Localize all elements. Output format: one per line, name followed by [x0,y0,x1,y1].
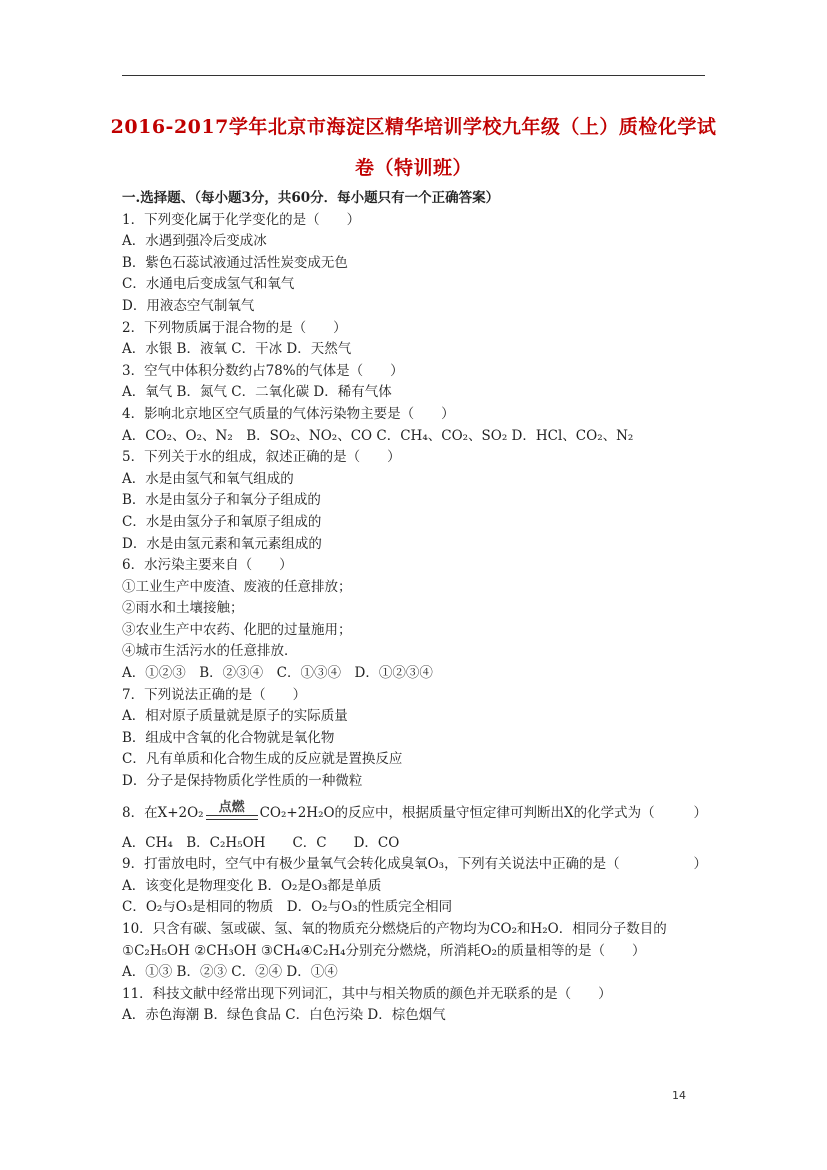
text-line: ①C₂H₅OH ②CH₃OH ③CH₄④C₂H₄分别充分燃烧，所消耗O₂的质量相等的是（ ） [122,942,646,959]
text-line: ④城市生活污水的任意排放． [122,643,298,660]
q9-text: 9．打雷放电时，空气中有极少量氧气会转化成臭氧O₃，下列有关说法中正确的是（ [122,856,620,873]
reaction-condition: 点燃 [218,799,245,815]
text-line: ③农业生产中农药、化肥的过量施用； [122,621,352,638]
text-line: C．凡有单质和化合物生成的反应就是置换反应 [122,751,403,768]
text-line: 1．下列变化属于化学变化的是（ ） [122,211,361,228]
text-line: A．①②③ B．②③④ C．①③④ D．①②③④ [122,665,433,682]
question-block-1-7 [122,210,707,793]
text-line: 6．水污染主要来自（ ） [122,557,293,574]
text-line: B．组成中含氧的化合物就是氧化物 [122,729,335,746]
q9-close-paren: ） [693,856,707,873]
text-line: C．水通电后变成氢气和氧气 [122,276,295,293]
text-line: A．CO₂、O₂、N₂ B．SO₂、NO₂、CO C．CH₄、CO₂、SO₂ D．HCl、CO₂、N₂ [122,427,634,444]
text-line: 2．下列物质属于混合物的是（ ） [122,319,347,336]
text-line: 5．下列关于水的组成，叙述正确的是（ ） [122,449,401,466]
text-line: D．水是由氢元素和氧元素组成的 [122,535,322,552]
section-heading: 一.选择题、（每小题3分，共60分．每小题只有一个正确答案） [122,190,500,206]
question-8 [122,793,707,833]
q8-text-after: CO₂+2H₂O的反应中，根据质量守恒定律可判断出X的化学式为（ [259,804,655,821]
text-line: A．相对原子质量就是原子的实际质量 [122,708,348,725]
text-line: D．分子是保持物质化学性质的一种微粒 [122,773,363,790]
q8-close-paren: ） [693,804,707,821]
double-line-icon [206,815,258,820]
text-line: 7．下列说法正确的是（ ） [122,686,307,703]
text-line: A．水是由氢气和氧气组成的 [122,470,294,487]
page-title-continued: 卷（特训班） [354,157,472,179]
q8-equation [122,799,655,833]
text-line: D．用液态空气制氧气 [122,297,255,314]
text-line: C．水是由氢分子和氧原子组成的 [122,513,322,530]
header-rule [122,75,705,76]
page-number: 14 [672,1089,686,1102]
text-line: A．水遇到强冷后变成冰 [122,233,267,250]
page-title: 2016-2017学年北京市海淀区精华培训学校九年级（上）质检化学试 [110,116,717,138]
reaction-arrow [206,801,258,820]
text-line: A．该变化是物理变化 B．O₂是O₃都是单质 [122,877,382,894]
text-line: 11．科技文献中经常出现下列词汇，其中与相关物质的颜色并无联系的是（ ） [122,985,612,1002]
text-line: A．①③ B．②③ C．②④ D．①④ [122,964,338,981]
question-9 [122,854,707,876]
exam-content [122,188,707,1027]
text-line: A．赤色海潮 B．绿色食品 C．白色污染 D．棕色烟气 [122,1007,446,1024]
text-line: A．CH₄ B．C₂H₅OH C．C D．CO [122,834,400,851]
text-line: B．水是由氢分子和氧分子组成的 [122,492,321,509]
text-line: A．水银 B．液氧 C．干冰 D．天然气 [122,341,352,358]
text-line: B．紫色石蕊试液通过活性炭变成无色 [122,254,348,271]
text-line: 10．只含有碳、氢或碳、氢、氧的物质充分燃烧后的产物均为CO₂和H₂O．相同分子数目的 [122,921,667,937]
text-line: A．氧气 B．氮气 C．二氧化碳 D．稀有气体 [122,384,392,401]
question-block-9-11 [122,876,707,1027]
text-line: 4．影响北京地区空气质量的气体污染物主要是（ ） [122,405,455,422]
text-line: ①工业生产中废渣、废液的任意排放； [122,578,352,595]
text-line: ②雨水和土壤接触； [122,600,244,617]
text-line: 3．空气中体积分数约占78%的气体是（ ） [122,362,404,379]
text-line: C．O₂与O₃是相同的物质 D．O₂与O₃的性质完全相同 [122,899,453,916]
question-8-options [122,833,707,855]
q8-text-before: 8．在X+2O₂ [122,804,204,821]
